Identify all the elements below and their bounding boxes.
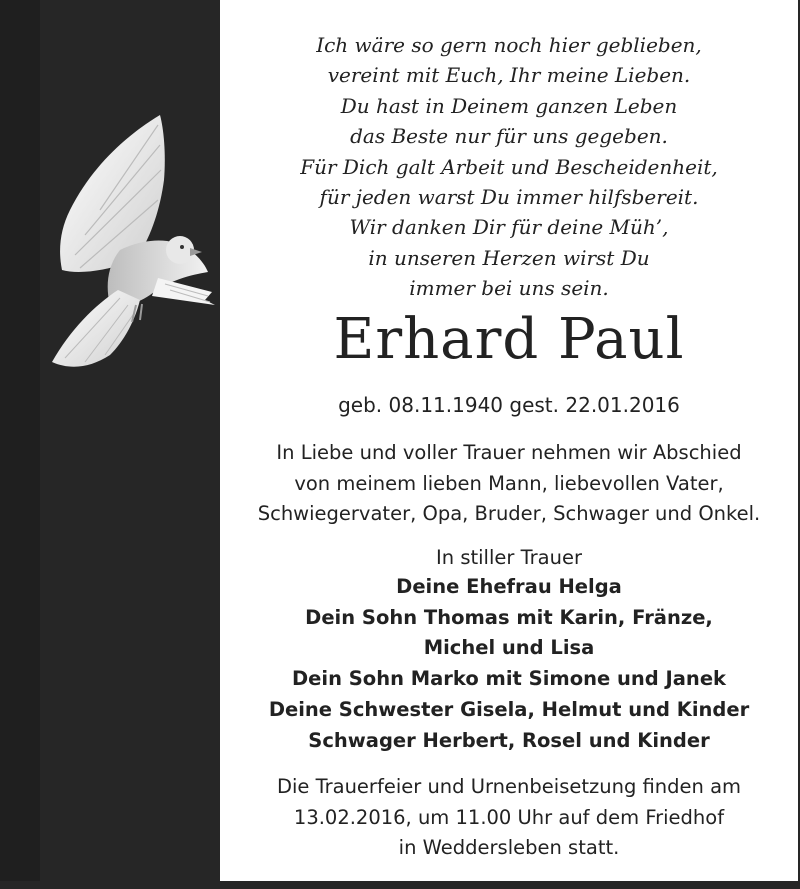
- farewell-line: von meinem lieben Mann, liebevollen Vater,: [294, 471, 724, 495]
- farewell-line: In Liebe und voller Trauer nehmen wir Abschied: [276, 441, 742, 464]
- notice-content: [220, 0, 798, 881]
- mourner-line: Deine Schwester Gisela, Helmut und Kinder: [268, 697, 750, 721]
- ceremony-line: in Weddersleben statt.: [398, 836, 620, 860]
- poem-line: Für Dich galt Arbeit und Bescheidenheit,: [300, 154, 718, 179]
- memorial-poem: [220, 30, 798, 304]
- mourner-line: Michel und Lisa: [423, 636, 595, 660]
- farewell-line: Schwiegervater, Opa, Bruder, Schwager und Onkel.: [257, 502, 761, 526]
- farewell-text: [220, 438, 798, 530]
- poem-line: das Beste nur für uns gegeben.: [350, 124, 668, 149]
- black-border-band: [0, 0, 40, 881]
- poem-line: Ich wäre so gern noch hier geblieben,: [316, 33, 702, 57]
- poem-line: vereint mit Euch, Ihr meine Lieben.: [327, 63, 691, 88]
- ceremony-info: [220, 772, 798, 864]
- mourner-line: Dein Sohn Marko mit Simone und Janek: [291, 667, 727, 691]
- ceremony-line: 13.02.2016, um 11.00 Uhr auf dem Friedhof: [293, 805, 725, 829]
- poem-line: für jeden warst Du immer hilfsbereit.: [319, 185, 699, 210]
- deceased-name: Erhard Paul: [333, 307, 685, 372]
- poem-line: Du hast in Deinem ganzen Leben: [340, 93, 678, 118]
- poem-line: immer bei uns sein.: [409, 276, 609, 301]
- mourner-line: Schwager Herbert, Rosel und Kinder: [308, 728, 710, 752]
- dove-icon: [40, 100, 220, 390]
- mourner-line: Dein Sohn Thomas mit Karin, Fränze,: [305, 605, 713, 629]
- life-dates: geb. 08.11.1940 gest. 22.01.2016: [338, 393, 680, 417]
- poem-line: Wir danken Dir für deine Müh’,: [349, 215, 669, 240]
- ceremony-line: Die Trauerfeier und Urnenbeisetzung finden am: [276, 775, 742, 798]
- mourning-heading: In stiller Trauer: [436, 546, 582, 569]
- mourner-line: Deine Ehefrau Helga: [396, 575, 622, 598]
- poem-line: in unseren Herzen wirst Du: [368, 245, 650, 270]
- bottom-border-rule: [0, 881, 800, 889]
- mourners-list: [220, 572, 798, 756]
